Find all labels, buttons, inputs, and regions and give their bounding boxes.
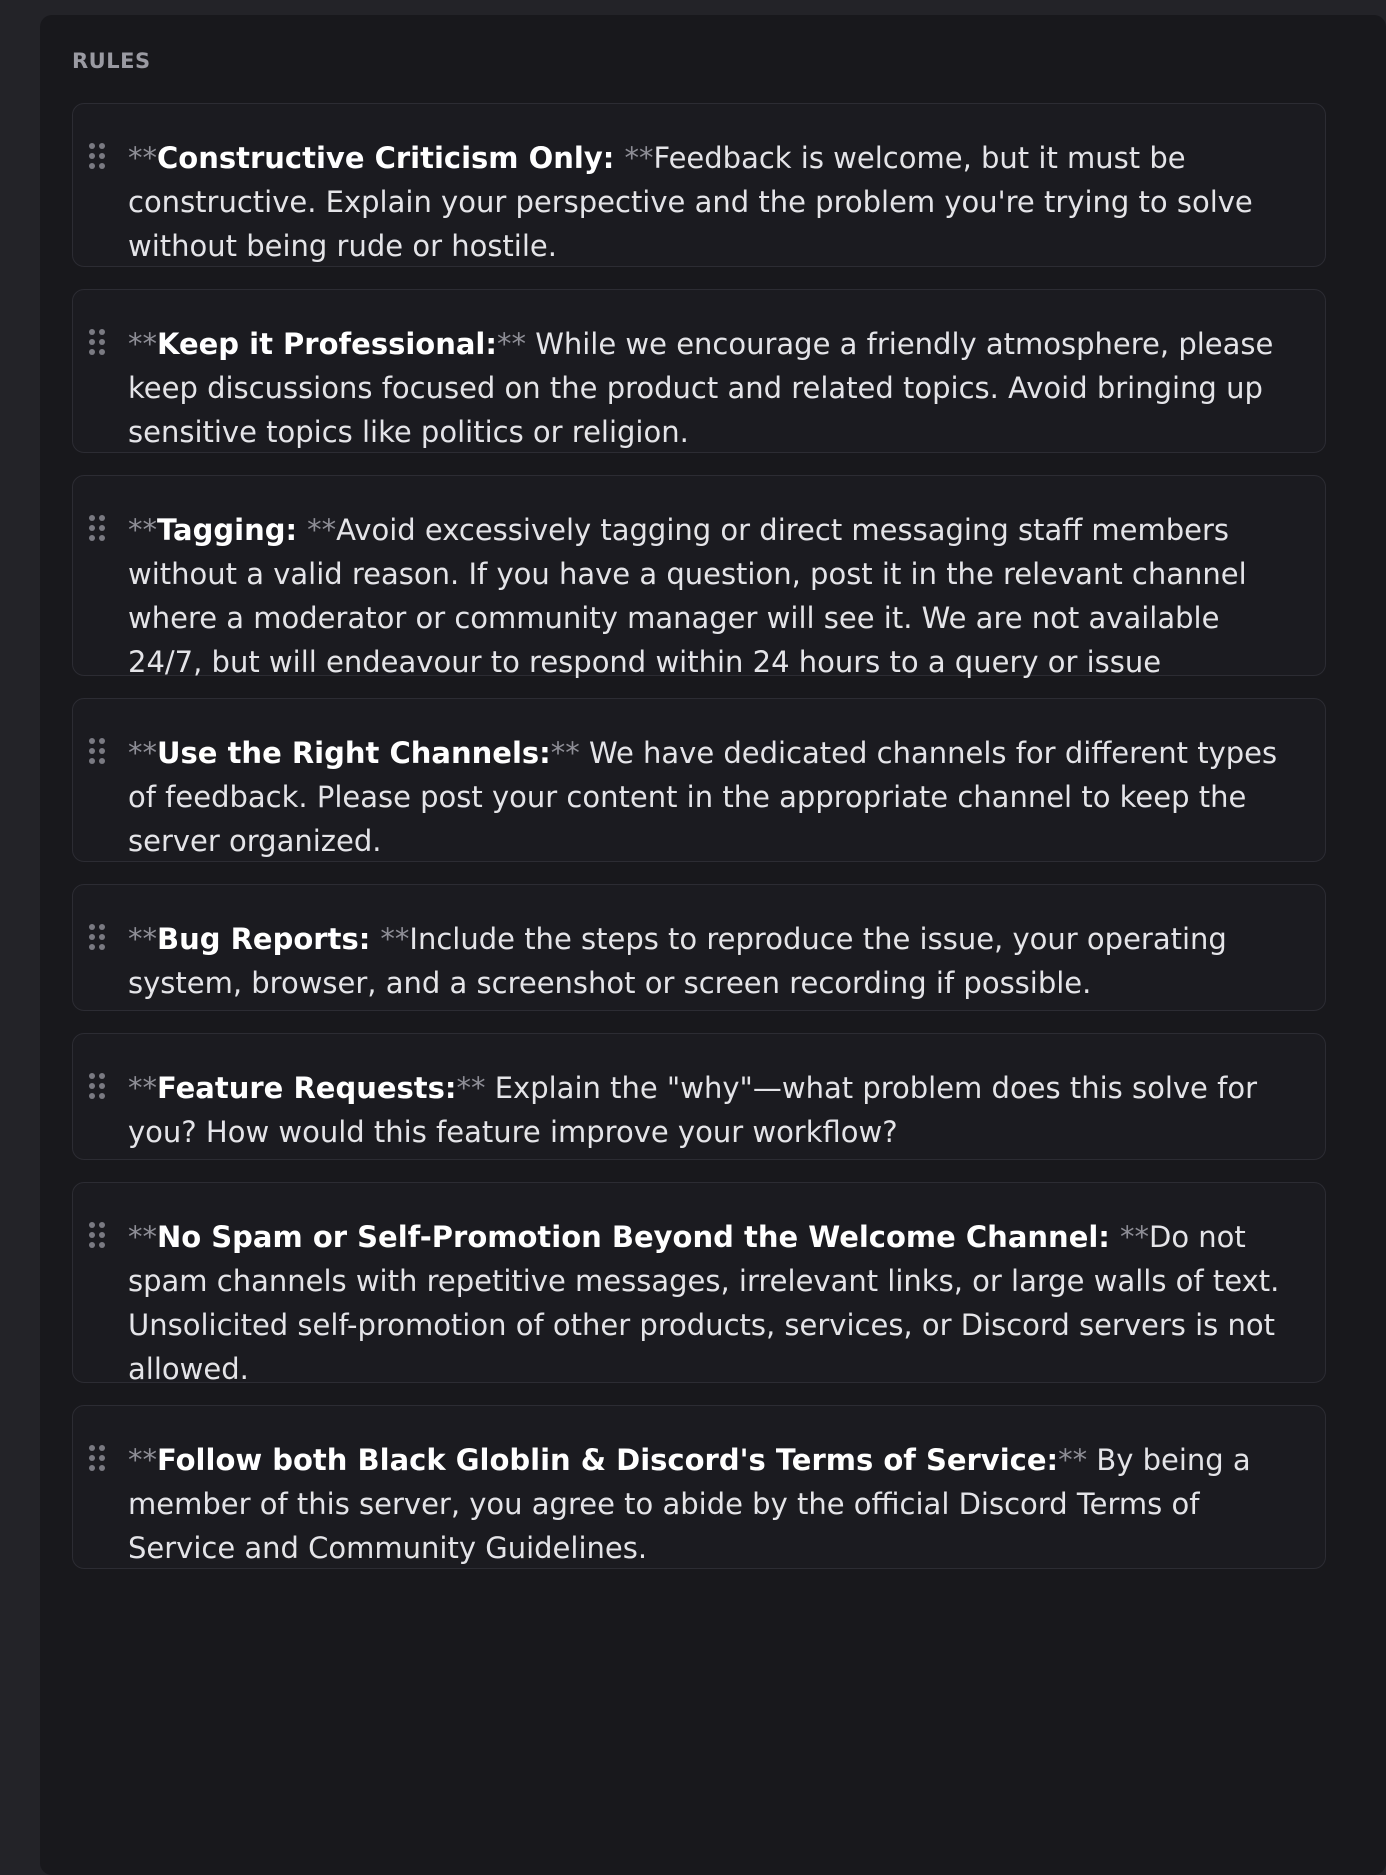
drag-handle-icon[interactable] <box>87 923 107 951</box>
rule-text: **Constructive Criticism Only: **Feedback is welcome, but it must be constructive. Explain your perspective and the problem you're trying to solve without being rude or hostile. <box>128 141 1253 263</box>
rule-card[interactable] <box>72 1405 1326 1569</box>
rule-card[interactable] <box>72 884 1326 1011</box>
drag-handle-icon[interactable] <box>87 514 107 542</box>
rule-text: **Feature Requests:** Explain the "why"—what problem does this solve for you? How would this feature improve your workflow? <box>128 1071 1257 1149</box>
rule-body: Feedback is welcome, but it must be constructive. Explain your perspective and the problem you're trying to solve without being rude or hostile. <box>128 141 1253 263</box>
rule-title: Constructive Criticism Only: <box>157 141 625 175</box>
drag-handle-icon[interactable] <box>87 1221 107 1249</box>
rule-text: **Use the Right Channels:** We have dedicated channels for different types of feedback. Please post your content in the appropriate channel to keep the server organized. <box>128 736 1278 858</box>
drag-handle-icon[interactable] <box>87 142 107 170</box>
rule-body: Explain the "why"—what problem does this solve for you? How would this feature improve your workflow? <box>128 1071 1257 1149</box>
drag-handle-icon[interactable] <box>87 737 107 765</box>
rule-card[interactable] <box>72 1182 1326 1386</box>
rule-body: We have dedicated channels for different types of feedback. Please post your content in the appropriate channel to keep the server organized. <box>128 736 1278 858</box>
rule-title: Tagging: <box>157 513 308 547</box>
rule-title: Keep it Professional: <box>157 327 497 361</box>
rule-title: Follow both Black Globlin & Discord's Terms of Service: <box>157 1443 1059 1477</box>
rule-card[interactable] <box>72 1033 1326 1160</box>
rule-text: **Keep it Professional:** While we encourage a friendly atmosphere, please keep discussions focused on the product and related topics. Avoid bringing up sensitive topics like politics or religion. <box>128 327 1274 449</box>
rule-body: By being a member of this server, you agree to abide by the official Discord Terms of Service and Community Guidelines. <box>128 1443 1251 1565</box>
drag-handle-icon[interactable] <box>87 1444 107 1472</box>
rules-panel <box>40 15 1386 1875</box>
rule-card[interactable] <box>72 475 1326 679</box>
rule-card[interactable] <box>72 103 1326 267</box>
rule-body: Include the steps to reproduce the issue, your operating system, browser, and a screenshot or screen recording if possible. <box>128 922 1227 1000</box>
rule-body: Do not spam channels with repetitive messages, irrelevant links, or large walls of text. Unsolicited self-promotion of other products, services, or Discord servers is not allowed. <box>128 1220 1280 1386</box>
rule-text: **Follow both Black Globlin & Discord's Terms of Service:** By being a member of this server, you agree to abide by the official Discord Terms of Service and Community Guidelines. <box>128 1443 1251 1565</box>
rule-text: **Bug Reports: **Include the steps to reproduce the issue, your operating system, browser, and a screenshot or screen recording if possible. <box>128 922 1227 1000</box>
rule-title: Bug Reports: <box>157 922 381 956</box>
section-title: RULES <box>72 49 151 73</box>
rule-title: Use the Right Channels: <box>157 736 551 770</box>
rule-text: **Tagging: **Avoid excessively tagging or direct messaging staff members without a valid reason. If you have a question, post it in the relevant channel where a moderator or community manager will see it. We are not available 24/7, but will endeavour to respond within 24 hours to a query or issue <box>128 513 1247 679</box>
drag-handle-icon[interactable] <box>87 328 107 356</box>
rule-text: **No Spam or Self-Promotion Beyond the Welcome Channel: **Do not spam channels with repetitive messages, irrelevant links, or large walls of text. Unsolicited self-promotion of other products, services, or Discord servers is not allowed. <box>128 1220 1280 1386</box>
rule-title: No Spam or Self-Promotion Beyond the Welcome Channel: <box>157 1220 1120 1254</box>
drag-handle-icon[interactable] <box>87 1072 107 1100</box>
rule-title: Feature Requests: <box>157 1071 457 1105</box>
rule-card[interactable] <box>72 289 1326 453</box>
rule-body: Avoid excessively tagging or direct messaging staff members without a valid reason. If you have a question, post it in the relevant channel where a moderator or community manager will see it. We are not available 24/7, but will endeavour to respond within 24 hours to a query or issue <box>128 513 1247 679</box>
rule-card[interactable] <box>72 698 1326 862</box>
rule-body: While we encourage a friendly atmosphere, please keep discussions focused on the product and related topics. Avoid bringing up sensitive topics like politics or religion. <box>128 327 1274 449</box>
